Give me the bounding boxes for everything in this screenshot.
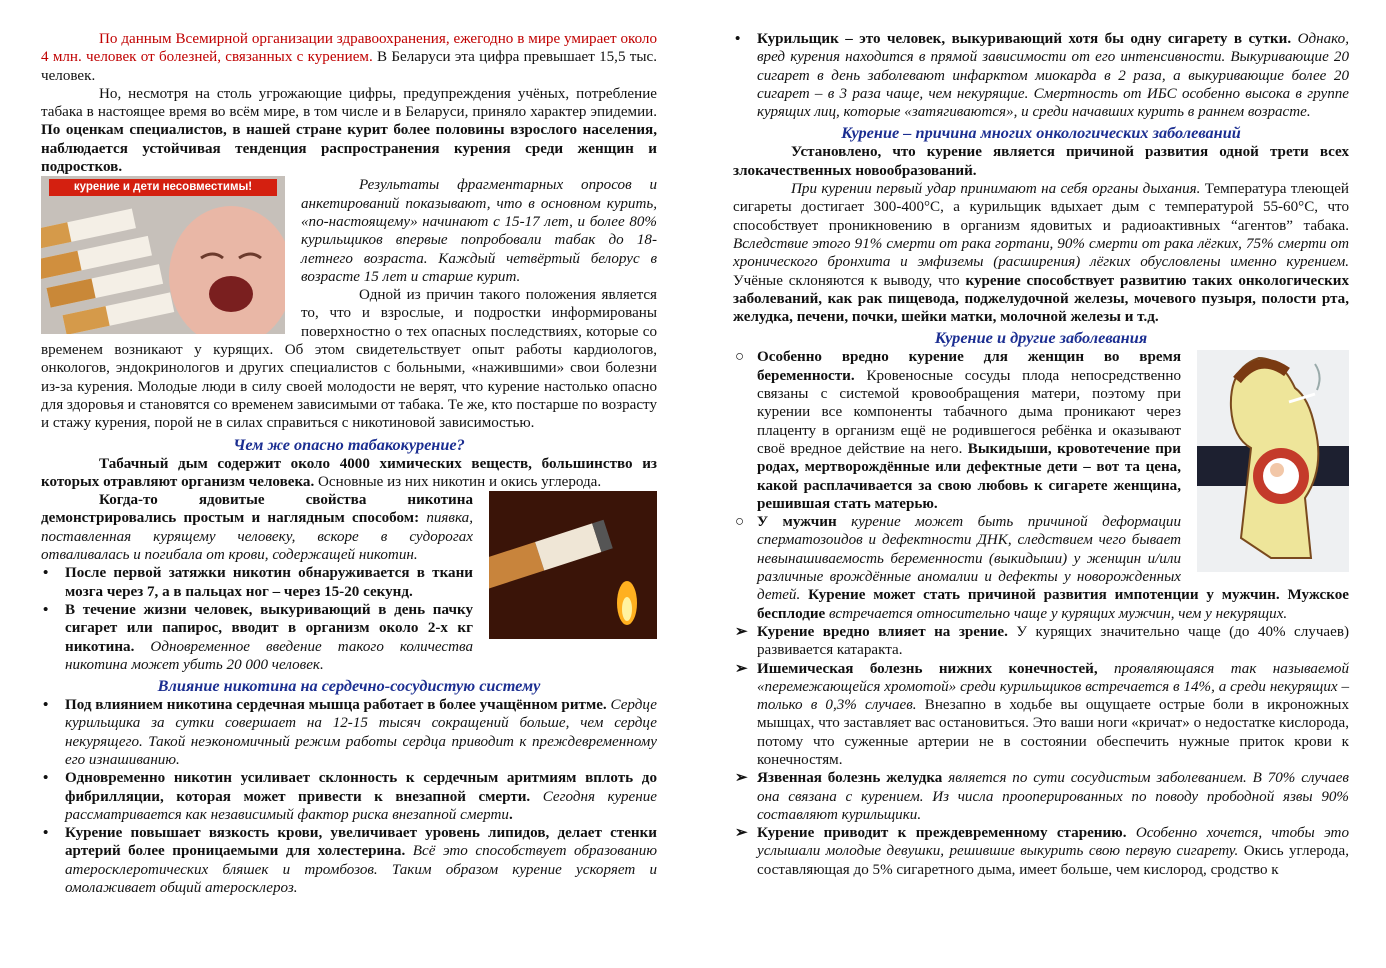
aging-bold: Курение приводит к преждевременному старению. bbox=[757, 825, 1127, 842]
pregnancy-bold: Особенно вредно курение для женщин во время беременности. bbox=[757, 349, 1181, 384]
leech-italic: пиявка, поставленная курящему человеку, вскоре в судорогах отваливалась и погибала от крови, содержащей никотин. bbox=[41, 510, 473, 564]
arrow-marker: ➢ bbox=[735, 660, 748, 677]
bullet-marker: • bbox=[43, 697, 49, 714]
respiratory-italic: При курении первый удар принимают на себя органы дыхания. bbox=[791, 181, 1201, 198]
bullet-nicotine-lifetime-bold: В течение жизни человек, выкуривающий в день пачку сигарет или папирос, вводит в организм около 2-х кг никотина. bbox=[65, 601, 473, 655]
arrow-marker: ➢ bbox=[735, 623, 748, 640]
bullet-arrhythmia bbox=[41, 769, 657, 824]
item-limbs bbox=[733, 660, 1349, 770]
bullet-blood-viscosity-bold: Курение повышает вязкость крови, увеличивает уровень липидов, делает стенки артерий более проницаемыми для холестерина. bbox=[65, 825, 657, 860]
reasons-paragraph: Одной из причин такого положения является то, что и взрослые, и подростки информированы поверхностно о тех опасных последствиях, которые со временем возникают у курящих. Об этом свидетельствует опыт работы кардиологов, онкологов, эндокринологов и других специалистов с больными, «нажившими» свои болезни из-за курения. Молодые люди в силу своей молодости не верят, что курение настолько опасно для здоровья и становятся со временем зависимыми от табака. Те же, кто постарше по возрасту и стажу курения, порой не в силах справиться с никотиновой зависимостью. bbox=[41, 287, 657, 432]
men-bold: У мужчин bbox=[757, 514, 837, 531]
oncology-paragraph bbox=[733, 143, 1349, 180]
heading-tobacco-danger: Чем же опасно табакокурение? bbox=[233, 434, 465, 454]
bullet-marker: • bbox=[43, 601, 49, 618]
circle-marker: ○ bbox=[735, 349, 745, 366]
intro-rest-text: В Беларуси эта цифра превышает 15,5 тыс. человек. bbox=[41, 49, 657, 84]
bullet-blood-viscosity-italic: Всё это способствует образованию атеросклеротических бляшек и тромбозов. Таким образом курение ускоряет и омолаживает общий атеросклероз. bbox=[65, 843, 657, 897]
bullet-nicotine-lifetime bbox=[41, 601, 657, 674]
circle-marker: ○ bbox=[735, 514, 745, 531]
epidemic-bold-text: По оценкам специалистов, в нашей стране курит более половины взрослого населения, наблюдается устойчивая тенденция распространения курения среди женщин и подростков. bbox=[41, 122, 657, 176]
item-men bbox=[733, 513, 1349, 623]
left-column bbox=[41, 30, 657, 897]
bullet-marker: • bbox=[43, 825, 49, 842]
bullet-blood-viscosity bbox=[41, 824, 657, 897]
smoke-chemicals-rest: Основные из них никотин и окись углерода. bbox=[314, 473, 602, 490]
right-column bbox=[733, 30, 1349, 879]
item-aging bbox=[733, 824, 1349, 879]
limbs-italic: проявляющаяся так называемой «перемежающейся хромотой» среди курильщиков встречается в 14%, а среди некурящих – только в 0,3% случаев. bbox=[757, 660, 1349, 714]
aging-italic: Особенно хочется, чтобы это услышали молодые девушки, решившие выкурить свою первую сигарету. bbox=[757, 825, 1350, 860]
item-ulcer bbox=[733, 769, 1349, 824]
aging-plain: Окись углерода, составляющая до 5% сигаретного дыма, имеет больше, чем кислород, сродство к bbox=[757, 843, 1349, 878]
respiratory-italic-2: Вследствие этого 91% смерти от рака гортани, 90% смерти от рака лёгких, 75% смерти от хронического бронхита и эмфиземы (расширения) лёгких обусловлены именно курением. bbox=[733, 235, 1349, 271]
respiratory-bold: курение способствует развитию таких онкологических заболеваний, как рак пищевода, поджелудочной железы, мочевого пузыря, полости рта, желудка, печени, почки, шейки матки, молочной железы и т.д. bbox=[733, 272, 1350, 326]
baby-cigarettes-illustration bbox=[41, 176, 285, 334]
smoke-chemicals-paragraph bbox=[41, 455, 657, 492]
intro-red-text: По данным Всемирной организации здравоохранения, ежегодно в мире умирает около 4 млн. человек от болезней, связанных с курением. bbox=[41, 31, 657, 66]
ulcer-italic: является по сути сосудистым заболеванием. В 70% случаев она связана с курением. Из числа прооперированных по поводу прободной язвы 90% составляют курильщики. bbox=[757, 770, 1349, 823]
bullet-heart-rhythm-italic: Сердце курильщика за сутки совершает на 12-15 тысяч сокращений больше, чем сердце некурящего. Такой неэкономичный режим работы сердца приводит к преждевременному его изнашиванию. bbox=[65, 697, 658, 768]
intro-paragraph bbox=[41, 30, 657, 85]
bullet-nicotine-brain bbox=[41, 564, 657, 601]
vision-plain: У курящих значительно чаще (до 40% случаев) развивается катаракта. bbox=[757, 623, 1349, 659]
epidemic-text: Но, несмотря на столь угрожающие цифры, предупреждения учёных, потребление табака в настоящее время во всём мире, в том числе и в Беларуси, приняло характер эпидемии. bbox=[41, 85, 657, 121]
bullet-heart-rhythm-bold: Под влиянием никотина сердечная мышца работает в более учащённом ритме. bbox=[65, 697, 607, 714]
survey-paragraph: Результаты фрагментарных опросов и анкетирований показывают, что в основном курить, «по-настоящему» начинают с 15-17 лет, и более 80% курильщиков впервые попробовали табак до 18-летнего возраста. Каждый четвёртый белорус в возрасте 15 лет и старше курит. bbox=[301, 177, 657, 285]
ulcer-bold: Язвенная болезнь желудка bbox=[757, 770, 943, 787]
heading-other-diseases: Курение и другие заболевания bbox=[934, 328, 1148, 348]
arrow-marker: ➢ bbox=[735, 825, 748, 842]
bullet-arrhythmia-italic: Сегодня курение рассматривается как независимый фактор риска внезапной смерти bbox=[65, 788, 657, 823]
men-italic: курение может быть причиной деформации сперматозоидов и дефектности ДНК, следствием чего бывает невынашиваемость беременности (выкидыши) у женщин и/или различные врождённые аномалии и дефекты у новорожденных детей. bbox=[757, 514, 1181, 604]
item-pregnancy bbox=[733, 348, 1349, 513]
bullet-marker: • bbox=[43, 565, 49, 582]
bullet-arrhythmia-bold: Одновременно никотин усиливает склонность к сердечным аритмиям вплоть до фибрилляции, которая может привести к внезапной смерти. bbox=[65, 770, 657, 805]
limbs-plain: Внезапно в ходьбе вы ощущаете острые боли в икроножных мышцах, что заставляет вас остановиться. Это ваши ноги «кричат» о недостатке кислорода, потому что суженные артерии не в состоянии обеспечить нужные приток крови к конечностям. bbox=[757, 697, 1349, 768]
respiratory-paragraph bbox=[733, 180, 1349, 326]
bullet-nicotine-brain-text: После первой затяжки никотин обнаруживается в ткани мозга через 7, а в пальцах ног – через 15-20 секунд. bbox=[65, 565, 473, 600]
vision-bold: Курение вредно влияет на зрение. bbox=[757, 623, 1008, 640]
item-vision bbox=[733, 623, 1349, 660]
crying-baby-cigarettes-image bbox=[41, 176, 285, 334]
leech-bold: Когда-то ядовитые свойства никотина демонстрировались простым и наглядным способом: bbox=[41, 492, 473, 527]
bullet-arrhythmia-end: . bbox=[508, 806, 513, 823]
bullet-heart-rhythm bbox=[41, 696, 657, 769]
epidemic-paragraph bbox=[41, 85, 657, 176]
men-bold-2: Курение может стать причиной развития импотенции у мужчин. Мужское бесплодие bbox=[757, 587, 1349, 622]
bullet-smoker-definition bbox=[733, 30, 1349, 121]
bullet-marker: • bbox=[43, 770, 49, 787]
pregnancy-plain: Кровеносные сосуды плода непосредственно связаны с системой кровообращения матери, поэтому при курении все компоненты табачного дыма проникают через плаценту в организм ещё не родившегося ребёнка и оказывают своё вредное действие на него. bbox=[757, 367, 1181, 457]
respiratory-plain-2: Учёные склоняются к выводу, что bbox=[733, 272, 966, 289]
bullet-nicotine-lifetime-italic: Одновременное введение такого количества никотина может убить 20 000 человек. bbox=[65, 638, 473, 673]
smoker-definition-bold: Курильщик – это человек, выкуривающий хотя бы одну сигарету в сутки. bbox=[757, 31, 1292, 47]
heading-cardiovascular: Влияние никотина на сердечно-сосудистую систему bbox=[157, 676, 541, 696]
smoker-definition-italic: Однако, вред курения находится в прямой зависимости от его интенсивности. Выкуривающие 20 сигарет в день заболевают инфарктом миокарда в 2 раза, а выкуривающие более 20 сигарет – в 3 раза чаще, чем некурящие. Смертность от ИБС особенно высока в группе курящих лиц, которые «затягиваются», и среди начавших курить в раннем возрасте. bbox=[757, 31, 1349, 121]
smoke-chemicals-bold: Табачный дым содержит около 4000 химических веществ, большинство из которых отравляют организм человека. bbox=[41, 455, 657, 490]
limbs-bold: Ишемическая болезнь нижних конечностей, bbox=[757, 660, 1098, 677]
men-italic-2: встречается относительно чаще у курящих мужчин, чем у некурящих. bbox=[825, 605, 1288, 622]
bullet-marker: • bbox=[735, 31, 741, 47]
pregnancy-bold-2: Выкидыши, кровотечение при родах, мертворождённые или дефектные дети – вот та цена, какой расплачивается за свою любовь к сигарете женщина, решившая стать матерью. bbox=[757, 440, 1181, 512]
image-caption-banner: курение и дети несовместимы! bbox=[49, 179, 277, 196]
respiratory-plain: Температура тлеющей сигареты достигает 300-400°С, а курильщик вдыхает дым с температурой 55-60°С, что способствует проникновению в организм ядовитых и радиоактивных “агентов” табака. bbox=[733, 181, 1349, 234]
arrow-marker: ➢ bbox=[735, 770, 748, 787]
heading-oncology: Курение – причина многих онкологических заболеваний bbox=[841, 123, 1241, 143]
oncology-bold: Установлено, что курение является причиной развития одной трети всех злокачественных новообразований. bbox=[733, 144, 1349, 179]
